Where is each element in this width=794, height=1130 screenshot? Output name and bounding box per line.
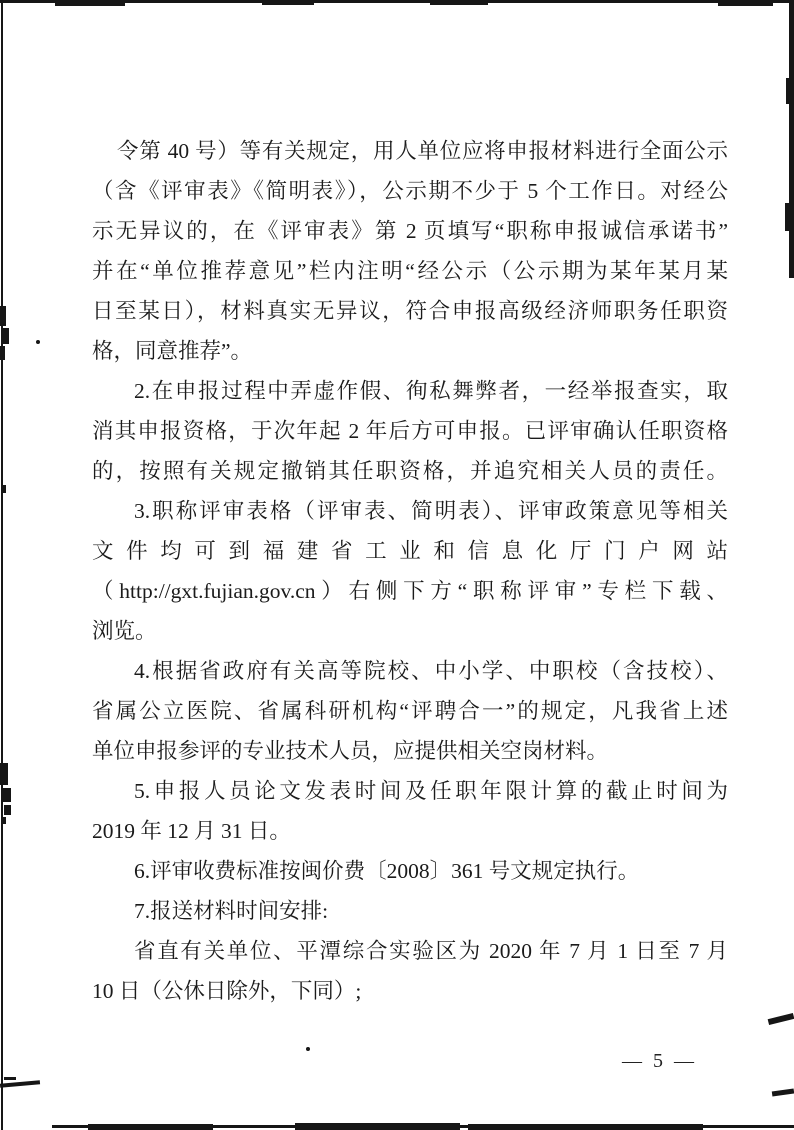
scan-edge-bottom-blob	[88, 1124, 213, 1130]
scan-smudge	[0, 763, 8, 785]
text-line: 日至某日），材料真实无异议，符合申报高级经济师职务任职资	[92, 299, 728, 323]
text-line: （含《评审表》《简明表》），公示期不少于 5 个工作日。对经公	[92, 179, 728, 203]
text-line: 单位申报参评的专业技术人员，应提供相关空岗材料。	[92, 739, 609, 763]
scan-speck	[36, 340, 40, 344]
scan-edge-top-blob	[430, 0, 488, 5]
text-line: 示无异议的，在《评审表》第 2 页填写“职称申报诚信承诺书”	[92, 219, 728, 243]
scan-speck	[306, 1047, 310, 1051]
text-line: 3.职称评审表格（评审表、简明表）、评审政策意见等相关	[134, 499, 728, 523]
text-line: 2019 年 12 月 31 日。	[92, 819, 291, 843]
scan-scratch	[4, 1077, 16, 1080]
text-line: 消其申报资格，于次年起 2 年后方可申报。已评审确认任职资格	[92, 419, 728, 443]
scan-edge-bottom-blob	[468, 1124, 703, 1130]
text-line: 的，按照有关规定撤销其任职资格，并追究相关人员的责任。	[92, 459, 728, 483]
document-body-text	[92, 131, 728, 1011]
text-line: 省属公立医院、省属科研机构“评聘合一”的规定，凡我省上述	[92, 699, 728, 723]
text-line: 2.在申报过程中弄虚作假、徇私舞弊者，一经举报查实，取	[134, 379, 728, 403]
text-line: 并在“单位推荐意见”栏内注明“经公示（公示期为某年某月某	[92, 259, 728, 283]
text-line: 6.评审收费标准按闽价费〔2008〕361 号文规定执行。	[134, 859, 640, 883]
scan-edge-left	[1, 0, 3, 1130]
scan-edge-right	[789, 0, 794, 278]
text-line: 令第 40 号）等有关规定，用人单位应将申报材料进行全面公示	[117, 139, 728, 163]
scan-smudge	[1, 817, 6, 824]
scan-scratch	[772, 1088, 794, 1096]
scan-edge-bottom-blob	[295, 1123, 460, 1130]
text-line: 4.根据省政府有关高等院校、中小学、中职校（含技校）、	[134, 659, 728, 683]
text-line: 省直有关单位、平潭综合实验区为 2020 年 7 月 1 日至 7 月	[134, 939, 728, 963]
scan-smudge	[2, 788, 11, 802]
page-number: — 5 —	[622, 1050, 697, 1072]
scan-scratch	[768, 1013, 794, 1025]
scan-smudge	[4, 805, 11, 815]
text-line: （http://gxt.fujian.gov.cn）右侧下方“职称评审”专栏下载、	[92, 579, 728, 603]
scan-smudge	[785, 203, 794, 231]
scan-edge-top-blob	[55, 0, 125, 6]
text-line: 格，同意推荐”。	[92, 339, 253, 363]
scan-smudge	[0, 306, 6, 326]
text-line: 7.报送材料时间安排:	[134, 899, 329, 923]
text-line: 10 日（公休日除外，下同）;	[92, 979, 362, 1003]
text-line: 5.申报人员论文发表时间及任职年限计算的截止时间为	[134, 779, 728, 803]
text-line: 文件均可到福建省工业和信息化厅门户网站	[92, 539, 728, 563]
scan-scratch	[0, 1080, 40, 1087]
text-line: 浏览。	[92, 619, 157, 643]
scan-smudge	[0, 346, 5, 360]
scan-edge-top-blob	[262, 0, 314, 5]
scan-smudge	[786, 78, 794, 104]
scan-smudge	[1, 328, 9, 344]
scan-smudge	[2, 485, 6, 493]
scan-edge-top-blob	[718, 0, 773, 6]
